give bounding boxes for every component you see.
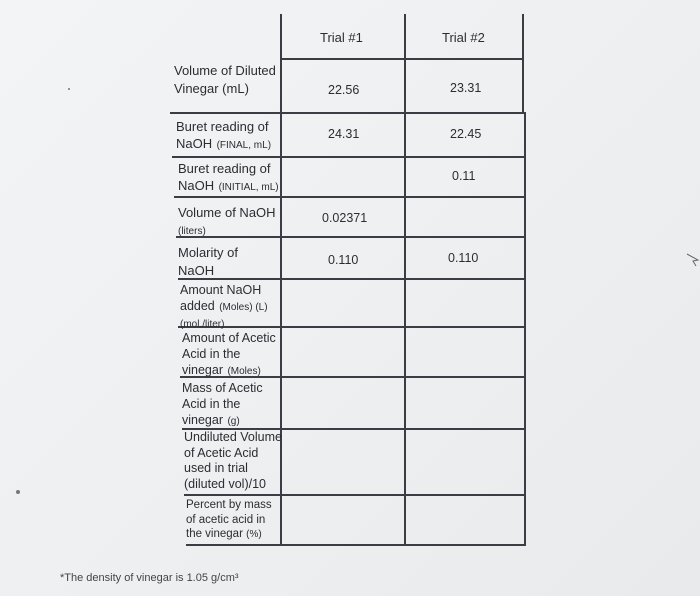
header-trial2: Trial #2 bbox=[442, 30, 485, 45]
row-label bbox=[182, 330, 282, 379]
row-label-text: Molarity of NaOH bbox=[178, 245, 238, 278]
row-label-text: Buret reading of NaOH bbox=[176, 119, 269, 151]
row-divider bbox=[186, 544, 524, 546]
row-label-unit: (g) bbox=[227, 416, 240, 427]
col-divider bbox=[404, 14, 406, 546]
row-label bbox=[178, 204, 282, 240]
col-divider bbox=[522, 14, 524, 112]
row-divider bbox=[184, 494, 524, 496]
row-label-unit: (%) bbox=[246, 529, 262, 540]
col-divider bbox=[524, 112, 526, 546]
header-trial1: Trial #1 bbox=[320, 30, 363, 45]
speck-mark bbox=[16, 490, 20, 494]
row-divider bbox=[174, 196, 524, 198]
row-label bbox=[180, 282, 280, 332]
row-label-text: Undiluted Volume of Acetic Acid used in trial (diluted vol)/10 bbox=[184, 430, 282, 491]
row-label bbox=[186, 498, 282, 543]
cell-trial1: 22.56 bbox=[328, 83, 360, 97]
row-label bbox=[174, 62, 278, 98]
row-label bbox=[178, 160, 282, 196]
cell-trial2: 22.45 bbox=[450, 127, 482, 141]
cell-trial1: 0.02371 bbox=[322, 211, 368, 225]
row-label-unit: (Moles) (L)(mol./liter) bbox=[180, 302, 268, 330]
cell-trial1: 24.31 bbox=[328, 127, 360, 141]
row-label-unit: (liters) bbox=[178, 226, 206, 237]
row-label bbox=[178, 244, 258, 280]
row-label-unit: (FINAL, mL) bbox=[216, 140, 272, 151]
cell-trial2: 0.110 bbox=[448, 251, 479, 265]
row-label-text: Amount NaOH added bbox=[180, 283, 262, 313]
row-label-text: Volume of Diluted Vinegar (mL) bbox=[174, 63, 276, 96]
row-label-text: Buret reading of NaOH bbox=[178, 161, 271, 193]
row-label-unit: (Moles) bbox=[227, 366, 261, 377]
row-label-text: Mass of Acetic Acid in the vinegar bbox=[182, 381, 263, 427]
row-label-text: Amount of Acetic Acid in the vinegar bbox=[182, 331, 276, 377]
speck-mark bbox=[68, 88, 70, 90]
cell-trial2: 23.31 bbox=[450, 81, 482, 95]
density-footnote: *The density of vinegar is 1.05 g/cm³ bbox=[60, 572, 239, 584]
row-label bbox=[176, 118, 280, 154]
row-label bbox=[182, 380, 278, 429]
mouse-pointer-icon bbox=[686, 253, 700, 267]
row-label-unit: (INITIAL, mL) bbox=[218, 182, 279, 193]
row-divider bbox=[280, 58, 524, 60]
row-label-text: Percent by mass of acetic acid in the vinegar bbox=[186, 499, 272, 540]
cell-trial1: 0.110 bbox=[328, 253, 359, 267]
row-divider bbox=[170, 112, 526, 114]
cell-trial2: 0.11 bbox=[452, 169, 476, 183]
row-label bbox=[184, 430, 284, 492]
data-table bbox=[168, 14, 524, 546]
row-divider bbox=[172, 156, 524, 158]
row-label-text: Volume of NaOH bbox=[178, 205, 276, 220]
